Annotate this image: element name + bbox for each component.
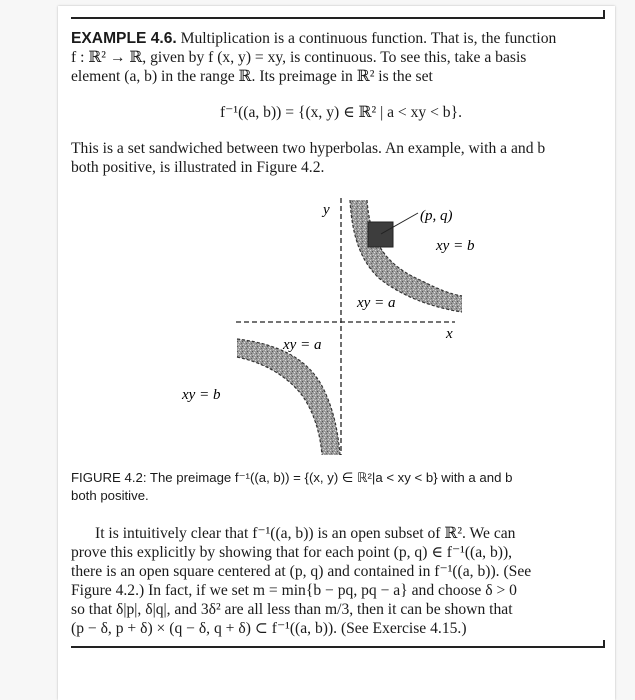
preimage-equation: f⁻¹((a, b)) = {(x, y) ∈ ℝ² | a < xy < b}. xyxy=(219,104,462,121)
lower-preimage-region xyxy=(237,339,340,455)
example-heading: EXAMPLE 4.6. xyxy=(71,30,177,47)
lower-inner-label: xy = a xyxy=(283,337,322,353)
bottom-rule xyxy=(71,646,605,648)
body-line-3: there is an open square centered at (p, q) and contained in f⁻¹((a, b)). (See xyxy=(71,563,532,580)
body-line-2: prove this explicitly by showing that for each point (p, q) ∈ f⁻¹((a, b)), xyxy=(71,544,513,561)
body-line-5: so that δ|p|, δ|q|, and 3δ² are all less than m/3, then it can be shown that xyxy=(71,601,513,618)
intro-line-2: both positive, is illustrated in Figure 4.2. xyxy=(71,159,325,176)
lower-outer-label: xy = b xyxy=(182,387,221,403)
body-line-4: Figure 4.2.) In fact, if we set m = min{b − pq, pq − a} and choose δ > 0 xyxy=(71,582,517,599)
figure-caption-line-1: FIGURE 4.2: The preimage f⁻¹((a, b)) = {(x, y) ∈ ℝ²|a < xy < b} with a and b xyxy=(71,470,513,485)
bottom-rule-tick xyxy=(603,640,605,647)
upper-inner-label: xy = a xyxy=(357,295,396,311)
upper-outer-label: xy = b xyxy=(436,238,475,254)
body-line-1: It is intuitively clear that f⁻¹((a, b)) is an open subset of ℝ². We can xyxy=(95,525,516,542)
figure-caption-line-2: both positive. xyxy=(71,488,149,503)
example-line-1-text: Multiplication is a continuous function. That is, the function xyxy=(180,30,557,47)
body-line-6: (p − δ, p + δ) × (q − δ, q + δ) ⊂ f⁻¹((a, b)). (See Exercise 4.15.) xyxy=(71,620,467,637)
intro-line-1: This is a set sandwiched between two hyperbolas. An example, with a and b xyxy=(71,140,546,157)
example-line-3: element (a, b) in the range ℝ. Its preimage in ℝ² is the set xyxy=(71,68,433,85)
x-axis-label: x xyxy=(446,326,453,342)
example-line-2: f : ℝ² → ℝ, given by f (x, y) = xy, is continuous. To see this, take a basis xyxy=(71,49,527,66)
y-axis-label: y xyxy=(323,202,330,218)
open-square xyxy=(368,222,393,247)
point-label: (p, q) xyxy=(420,208,453,224)
